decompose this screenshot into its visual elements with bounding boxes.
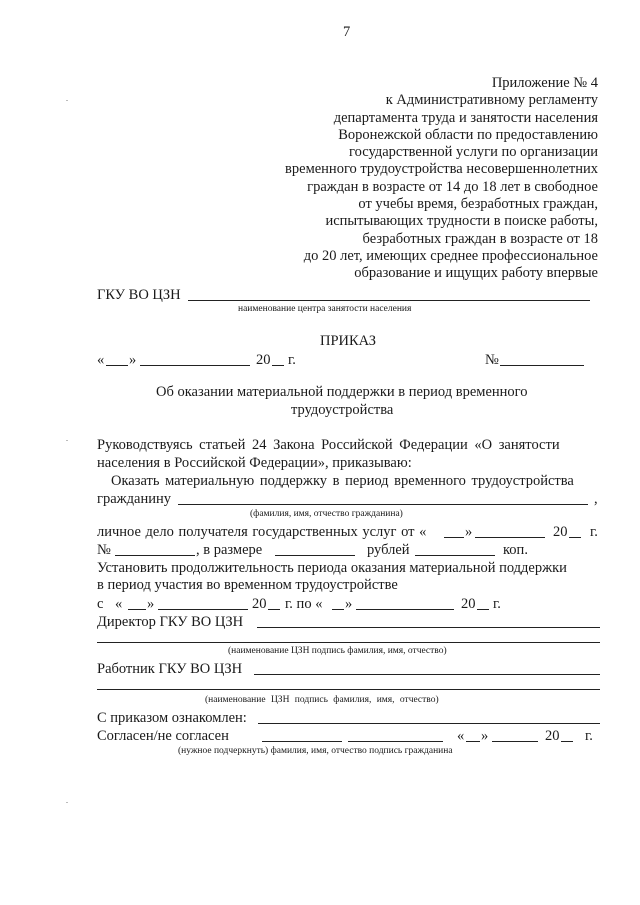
appendix-line: временного трудоустройства несовершеннолетних	[285, 161, 598, 178]
amount-kop-field[interactable]	[415, 555, 495, 556]
worker-field[interactable]	[254, 674, 600, 675]
order-date-open: «	[97, 352, 105, 368]
appendix-line: до 20 лет, имеющих среднее профессиональное	[303, 247, 598, 264]
period-to-label: г. по «	[285, 596, 323, 612]
agree-day-field[interactable]	[466, 741, 480, 742]
scan-speck	[66, 100, 68, 101]
agree-quote-1: «	[457, 728, 465, 744]
acquainted-field[interactable]	[258, 723, 600, 724]
order-number-field[interactable]	[500, 365, 584, 366]
agree-year-field[interactable]	[561, 741, 573, 742]
worker-field-2[interactable]	[97, 689, 600, 690]
appendix-line: Приложение № 4	[491, 75, 598, 91]
period-year-suffix-2: г.	[493, 596, 501, 612]
case-year-suffix: г.	[590, 524, 598, 540]
order-number-label: №	[485, 352, 499, 368]
period-to-month-field[interactable]	[356, 609, 454, 610]
org-caption: наименование центра занятости населения	[238, 304, 412, 314]
director-label: Директор ГКУ ВО ЦЗН	[97, 614, 244, 630]
period-to-year-field[interactable]	[477, 609, 489, 610]
appendix-line: образование и ищущих работу впервые	[354, 265, 598, 282]
scan-speck	[66, 802, 68, 803]
case-text: личное дело получателя государственных услуг от «	[97, 524, 427, 540]
scan-speck	[66, 440, 68, 441]
body-p1-line1: Руководствуясь статьей 24 Закона Российской Федерации «О занятости	[97, 437, 560, 453]
order-year-prefix: 20	[256, 352, 271, 368]
appendix-line: испытывающих трудности в поиске работы,	[325, 213, 598, 230]
appendix-line: департамента труда и занятости населения	[333, 109, 598, 126]
agree-year-prefix: 20	[545, 728, 560, 744]
case-number-field[interactable]	[115, 555, 195, 556]
director-caption: (наименование ЦЗН подпись фамилия, имя, отчество)	[228, 646, 447, 656]
body-p3-line1: Установить продолжительность периода оказания материальной поддержки	[97, 560, 567, 576]
page-number: 7	[343, 24, 351, 40]
case-quote: »	[465, 524, 473, 540]
subject-line-1: Об оказании материальной поддержки в период временного	[156, 384, 528, 400]
order-date-close: »	[129, 352, 137, 368]
order-title: ПРИКАЗ	[320, 333, 377, 349]
agree-label: Согласен/не согласен	[97, 728, 229, 744]
period-year-prefix-2: 20	[461, 596, 476, 612]
worker-caption: (наименование ЦЗН подпись фамилия, имя, отчество)	[205, 695, 439, 705]
amount-rubles-field[interactable]	[275, 555, 355, 556]
body-p2-line1: Оказать материальную поддержку в период временного трудоустройства	[111, 473, 574, 489]
amount-label: , в размере	[196, 542, 263, 558]
order-year-suffix: г.	[288, 352, 296, 368]
appendix-line: Воронежской области по предоставлению	[338, 126, 598, 143]
period-from-day-field[interactable]	[128, 609, 146, 610]
kop-label: коп.	[503, 542, 528, 558]
period-quote-1: »	[147, 596, 155, 612]
agree-quote-2: »	[481, 728, 489, 744]
case-month-field[interactable]	[475, 537, 545, 538]
body-p3-line2: в период участия во временном трудоустройстве	[97, 577, 398, 593]
body-p2-line2: гражданину	[97, 491, 171, 507]
citizen-name-field[interactable]	[178, 504, 588, 505]
rubles-label: рублей	[367, 542, 410, 558]
appendix-block	[238, 75, 598, 283]
agree-name-field[interactable]	[262, 741, 342, 742]
order-day-field[interactable]	[106, 365, 128, 366]
body-p1-line2: населения в Российской Федерации», приказываю:	[97, 455, 412, 471]
period-quote-2: »	[345, 596, 353, 612]
appendix-line: безработных граждан в возрасте от 18	[362, 230, 598, 247]
citizen-comma: ,	[594, 491, 598, 507]
case-day-field[interactable]	[444, 537, 464, 538]
agree-month-field[interactable]	[492, 741, 538, 742]
agree-year-suffix: г.	[585, 728, 593, 744]
case-year-prefix: 20	[553, 524, 568, 540]
appendix-line: государственной услуги по организации	[349, 144, 598, 161]
org-name-field[interactable]	[188, 300, 590, 301]
subject-line-2: трудоустройства	[291, 402, 394, 418]
agree-sign-field[interactable]	[348, 741, 443, 742]
appendix-line: граждан в возрасте от 14 до 18 лет в свободное	[307, 178, 598, 195]
period-to-day-field[interactable]	[332, 609, 344, 610]
agree-caption: (нужное подчеркнуть) фамилия, имя, отчество подпись гражданина	[178, 746, 453, 756]
period-from-month-field[interactable]	[158, 609, 248, 610]
period-from-year-field[interactable]	[268, 609, 280, 610]
case-number-label: №	[97, 542, 111, 558]
period-from: с «	[97, 596, 123, 612]
citizen-caption: (фамилия, имя, отчество гражданина)	[250, 509, 403, 519]
acquainted-label: С приказом ознакомлен:	[97, 710, 247, 726]
director-field-2[interactable]	[97, 642, 600, 643]
director-field[interactable]	[257, 627, 600, 628]
appendix-line: от учебы время, безработных граждан,	[358, 196, 598, 213]
case-year-field[interactable]	[569, 537, 581, 538]
worker-label: Работник ГКУ ВО ЦЗН	[97, 661, 243, 677]
appendix-line: к Административному регламенту	[385, 92, 598, 109]
order-year-field[interactable]	[272, 365, 284, 366]
order-month-field[interactable]	[140, 365, 250, 366]
org-label: ГКУ ВО ЦЗН	[97, 287, 181, 303]
period-year-prefix-1: 20	[252, 596, 267, 612]
